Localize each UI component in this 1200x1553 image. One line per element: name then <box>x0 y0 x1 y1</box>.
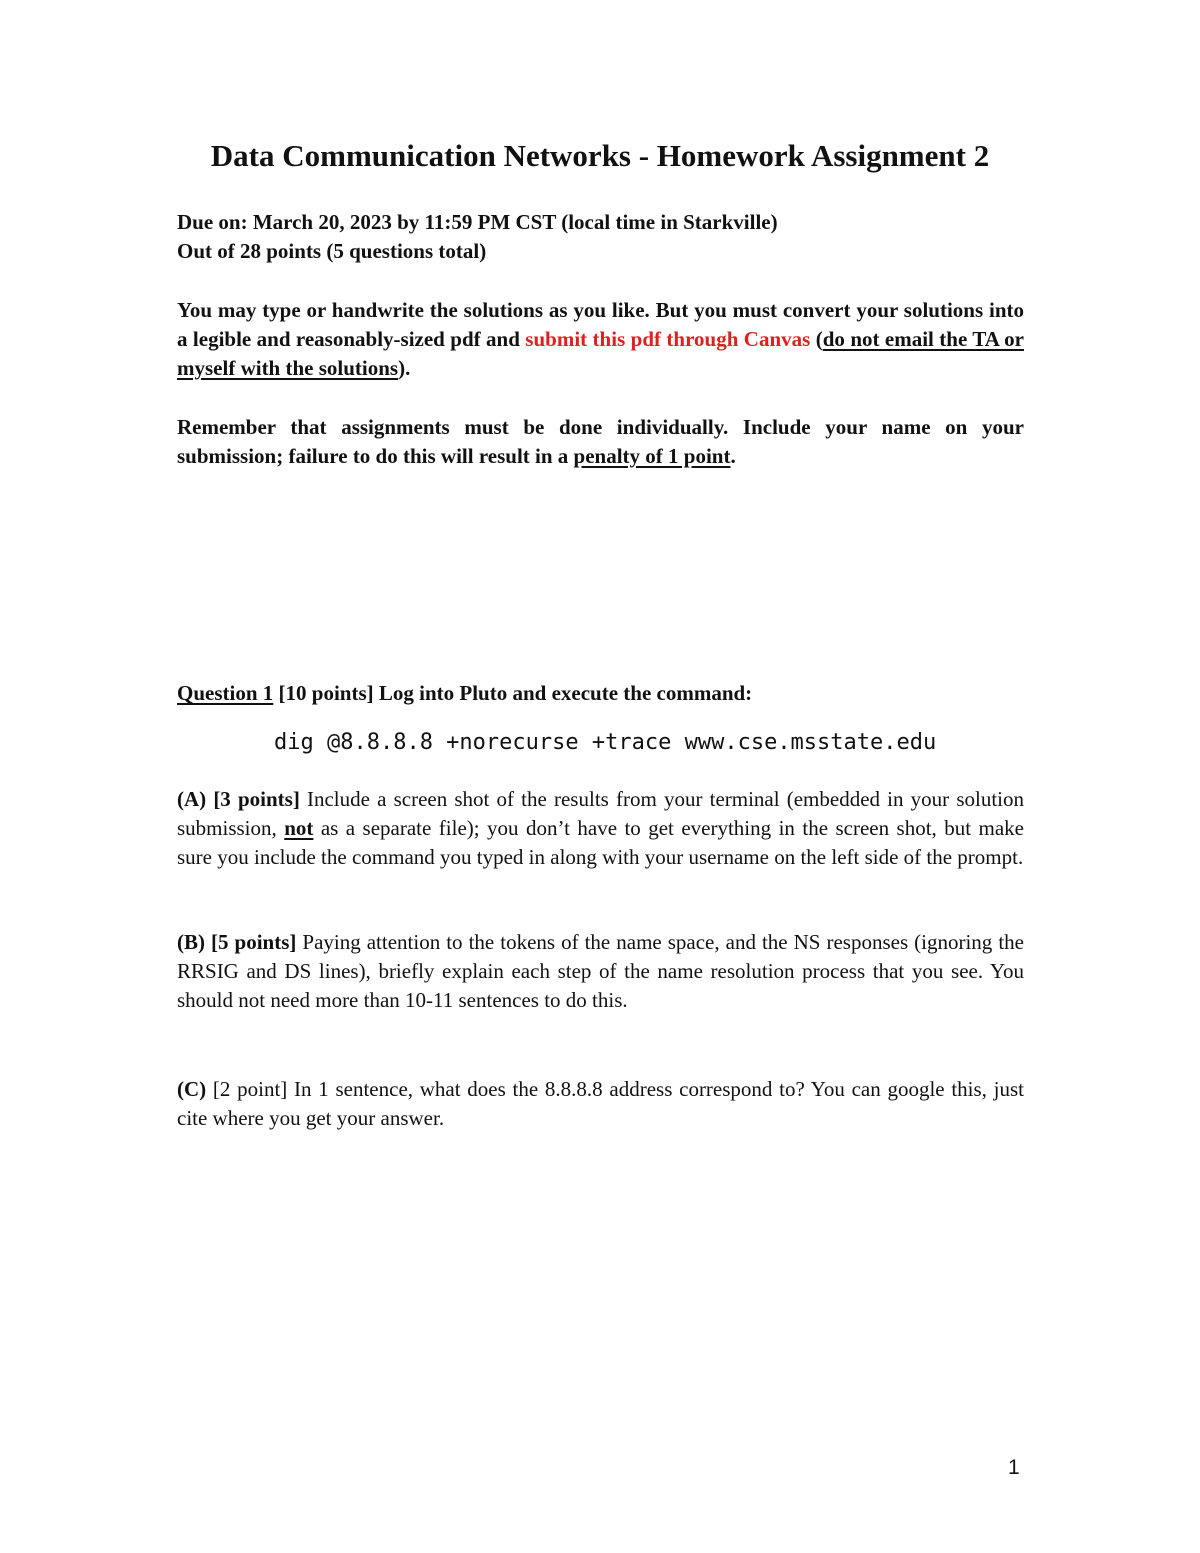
dig-command: dig @8.8.8.8 +norecurse +trace www.cse.msstate.edu <box>274 730 937 755</box>
page-number: 1 <box>1008 1456 1020 1479</box>
penalty-note: penalty of 1 point <box>573 444 731 468</box>
part-b-paragraph <box>177 928 1024 1015</box>
part-c-points: [2 point] <box>206 1077 288 1101</box>
part-a-text: Include a screen shot of the results from your terminal (embedded in your solution submission, <box>177 787 1024 840</box>
document-title: Data Communication Networks - Homework Assignment 2 <box>210 138 990 173</box>
part-a-not-emphasis: not <box>284 816 314 840</box>
part-a-text-continued: as a separate file); you don’t have to get everything in the screen shot, but make sure you include the command you typed in along with your username on the left side of the prompt. <box>177 816 1024 869</box>
part-c-paragraph <box>177 1075 1024 1133</box>
part-a-label: (A) <box>177 787 207 811</box>
points-total: Out of 28 points (5 questions total) <box>177 239 487 263</box>
reminder-text: Remember that assignments must be done individually. Include your name on your submission; failure to do this will result in a <box>177 415 1024 468</box>
submit-canvas-highlight: submit this pdf through Canvas <box>525 327 811 351</box>
no-email-note: do not email the TA or myself with the solutions <box>177 327 1025 380</box>
question1-intro: [10 points] Log into Pluto and execute the command: <box>273 681 753 705</box>
reminder-paragraph <box>177 413 1024 471</box>
part-c-label: (C) <box>177 1077 207 1101</box>
due-date: Due on: March 20, 2023 by 11:59 PM CST (local time in Starkville) <box>177 210 778 234</box>
reminder-end: . <box>730 444 736 468</box>
part-b-text: Paying attention to the tokens of the name space, and the NS responses (ignoring the RRSIG and DS lines), briefly explain each step of the name resolution process that you see. You should not need more than 10-11 sentences to do this. <box>177 930 1024 1012</box>
question1-heading-line <box>177 679 1024 708</box>
part-b-points: [5 points] <box>205 930 297 954</box>
part-a-paragraph <box>177 785 1024 872</box>
part-b-label: (B) <box>177 930 205 954</box>
instructions-text: You may type or handwrite the solutions as you like. But you must convert your solutions into a legible and reasonably-sized pdf and <box>177 298 1024 351</box>
part-a-points: [3 points] <box>206 787 300 811</box>
question1-heading: Question 1 <box>177 681 274 705</box>
part-c-text: In 1 sentence, what does the 8.8.8.8 address correspond to? You can google this, just cite where you get your answer. <box>177 1077 1024 1130</box>
paren-open: ( <box>815 327 823 351</box>
paren-close: ). <box>398 356 411 380</box>
instructions-paragraph <box>177 296 1024 383</box>
